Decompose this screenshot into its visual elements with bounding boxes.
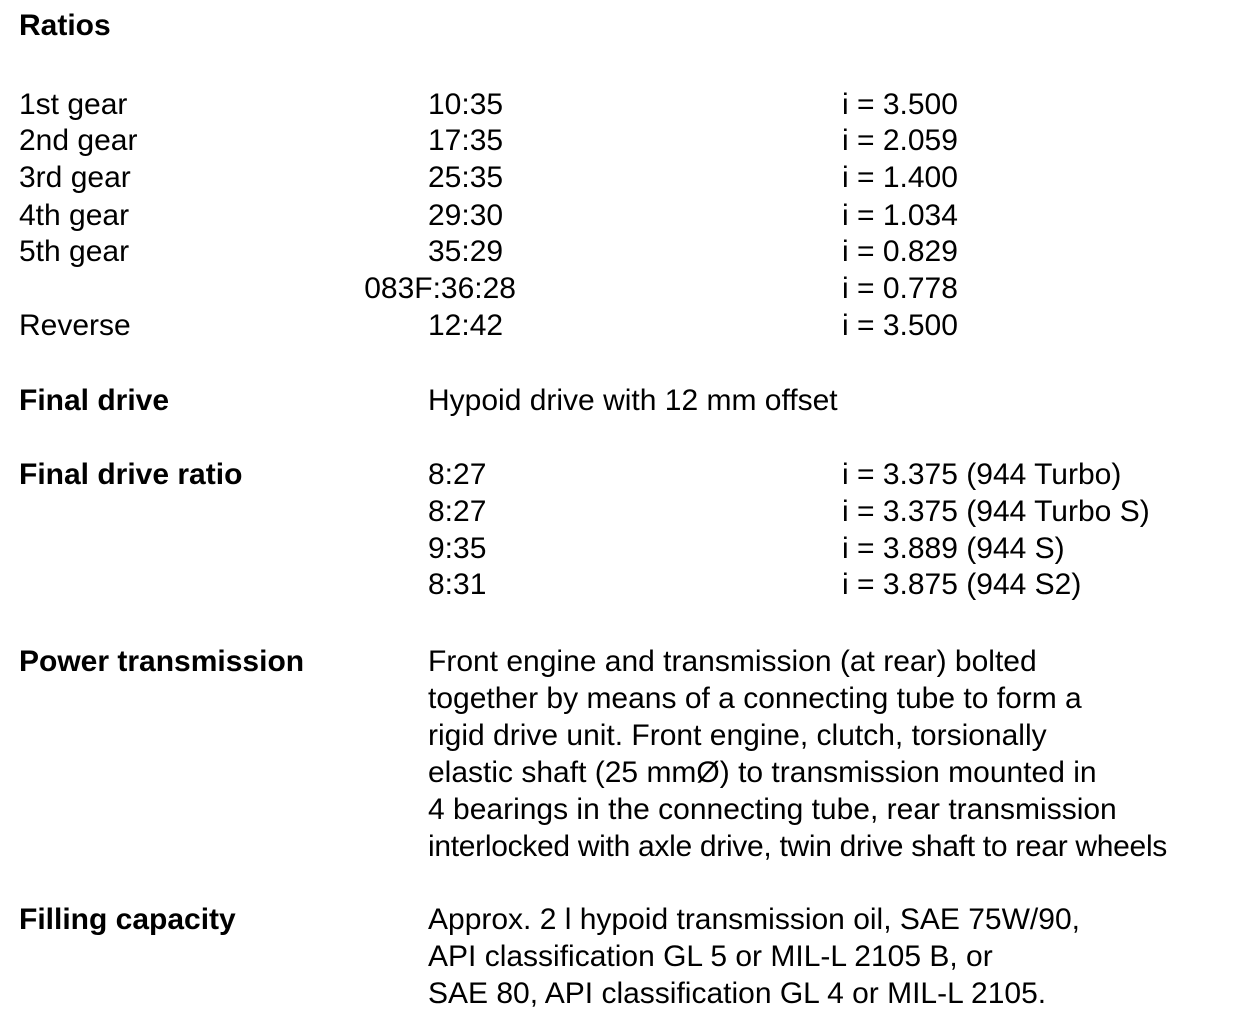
final-drive-ratio-value: i = 3.375 (944 Turbo S) (842, 495, 1150, 528)
final-drive-heading: Final drive (19, 384, 170, 417)
filling-capacity-text (428, 901, 1243, 1012)
final-drive-ratio-heading: Final drive ratio (19, 458, 243, 491)
text-line: rigid drive unit. Front engine, clutch, torsionally (428, 719, 1047, 752)
text-line: SAE 80, API classification GL 4 or MIL-L 2105. (428, 977, 1047, 1010)
gear-label: 1st gear (19, 88, 128, 121)
ratios-heading: Ratios (19, 9, 111, 42)
gear-ratio: i = 3.500 (842, 88, 958, 121)
gear-ratio: i = 3.500 (842, 309, 958, 342)
text-line: Front engine and transmission (at rear) bolted (428, 645, 1037, 678)
final-drive-teeth: 8:27 (428, 495, 487, 528)
gear-teeth: 17:35 (428, 124, 504, 157)
gear-label: 2nd gear (19, 124, 138, 157)
final-drive-value: Hypoid drive with 12 mm offset (428, 384, 838, 417)
power-transmission-text (428, 643, 1243, 865)
final-drive-teeth: 8:27 (428, 458, 487, 491)
text-line: together by means of a connecting tube to form a (428, 682, 1082, 715)
power-transmission-heading: Power transmission (19, 645, 305, 678)
gear-label: Reverse (19, 309, 131, 342)
gear-label: 4th gear (19, 199, 130, 232)
gear-teeth: 29:30 (428, 199, 504, 232)
gear-label: 5th gear (19, 235, 130, 268)
gear-ratio: i = 2.059 (842, 124, 958, 157)
text-line: elastic shaft (25 mmØ) to transmission mounted in (428, 756, 1097, 789)
final-drive-teeth: 9:35 (428, 532, 487, 565)
final-drive-ratio-value: i = 3.875 (944 S2) (842, 568, 1082, 601)
filling-capacity-heading: Filling capacity (19, 903, 236, 936)
gear-ratio: i = 1.034 (842, 199, 958, 232)
gear-label: 3rd gear (19, 161, 131, 194)
gear-teeth: 25:35 (428, 161, 504, 194)
gear-ratio: i = 0.778 (842, 272, 958, 305)
gear-teeth: 12:42 (428, 309, 504, 342)
final-drive-teeth: 8:31 (428, 568, 487, 601)
gear-ratio: i = 1.400 (842, 161, 958, 194)
gear-teeth: 10:35 (428, 88, 504, 121)
final-drive-ratio-value: i = 3.889 (944 S) (842, 532, 1065, 565)
gear-ratio: i = 0.829 (842, 235, 958, 268)
final-drive-ratio-value: i = 3.375 (944 Turbo) (842, 458, 1122, 491)
text-line: interlocked with axle drive, twin drive shaft to rear wheels (428, 830, 1168, 863)
gear-teeth: 35:29 (428, 235, 504, 268)
text-line: API classification GL 5 or MIL-L 2105 B, or (428, 940, 993, 973)
gear-teeth: 083F:36:28 (364, 272, 516, 305)
text-line: Approx. 2 l hypoid transmission oil, SAE 75W/90, (428, 903, 1080, 936)
text-line: 4 bearings in the connecting tube, rear transmission (428, 793, 1117, 826)
